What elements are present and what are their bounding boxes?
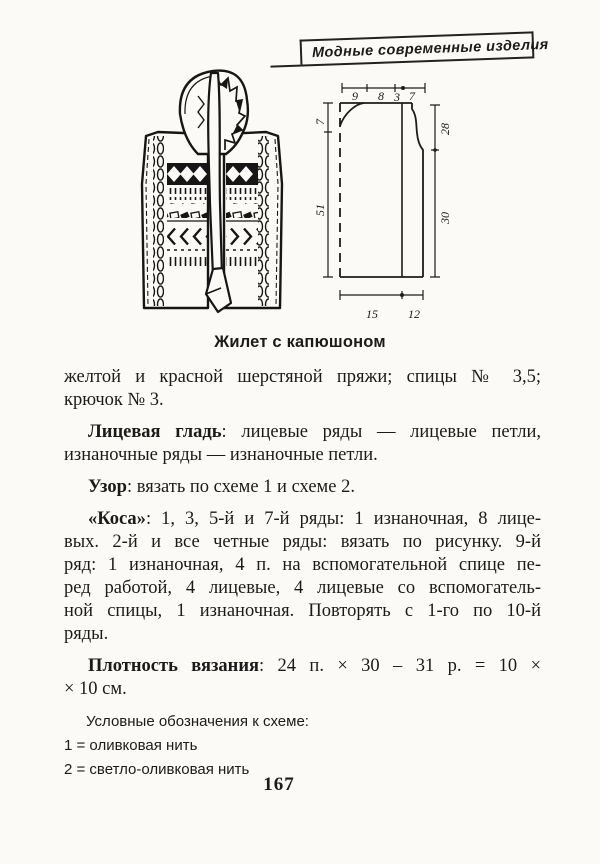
paragraph [64, 366, 541, 412]
text-line: «Коса»: 1, 3, 5-й и 7-й ряды: 1 изнаночная, 8 лице- [88, 509, 541, 529]
pattern-schematic [313, 78, 502, 330]
text-line: ряд: 1 изнаночная, 4 п. на вспомогательной спице пе- [64, 555, 541, 575]
text-line: Лицевая гладь: лицевые ряды — лицевые петли, [88, 422, 541, 442]
text-line: вых. 2-й и все четные ряды: вязать по рисунку. 9-й [64, 532, 541, 552]
paragraph [64, 655, 541, 701]
running-head-title: Модные современные изделия [300, 31, 535, 64]
text-line: Узор: вязать по схеме 1 и схеме 2. [88, 477, 355, 497]
vest-right-panel [224, 132, 282, 308]
body-text [64, 366, 541, 782]
armhole-curve [412, 103, 423, 277]
dim-label: 12 [408, 307, 420, 321]
legend-item: 1 = оливковая нить [64, 737, 198, 754]
paragraphs [64, 366, 541, 701]
dim-label: 15 [366, 307, 378, 321]
legend [64, 710, 541, 782]
text-line: ной спицы, 1 изнаночная. Повторять с 1-го по 10-й [64, 601, 541, 621]
cable-strip-left [153, 136, 164, 306]
dim-label: 51 [313, 204, 327, 216]
paragraph [64, 476, 541, 499]
text-line: × 10 см. [64, 679, 127, 699]
chevron-band-left [167, 223, 208, 246]
cable-strip-right [258, 136, 269, 306]
paragraph [64, 421, 541, 467]
legend-item: 2 = светло-оливковая нить [64, 761, 250, 778]
text-line: желтой и красной шерстяной пряжи; спицы № 3,5; [64, 367, 541, 387]
chevron-band-right [226, 223, 258, 246]
dimension-bottom [340, 290, 423, 300]
running-head [270, 31, 549, 67]
dim-label: 30 [438, 212, 452, 224]
text-line: ряды. [64, 624, 109, 644]
figure-caption: Жилет с капюшоном [214, 333, 386, 351]
text-line: изнаночные ряды — изнаночные петли. [64, 445, 378, 465]
dim-label: 7 [409, 89, 415, 103]
neckline-curve [340, 103, 364, 126]
text-line: ред работой, 4 лицевые, 4 лицевые со вспомогатель- [64, 578, 541, 598]
dim-label: 28 [438, 123, 452, 135]
vest-illustration [138, 64, 286, 316]
legend-title: Условные обозначения к схеме: [86, 713, 309, 730]
dim-label: 3 [394, 90, 400, 104]
page-number: 167 [263, 774, 295, 795]
text-line: крючок № 3. [64, 390, 164, 410]
dim-label: 7 [313, 119, 327, 125]
paragraph [64, 508, 541, 646]
vest-left-panel [142, 132, 208, 308]
dim-label: 9 [352, 89, 358, 103]
dim-label: 8 [378, 89, 384, 103]
text-line: Плотность вязания: 24 п. × 30 – 31 р. = 10 × [88, 656, 541, 676]
figure-area [0, 0, 600, 360]
dimension-left [323, 103, 333, 277]
